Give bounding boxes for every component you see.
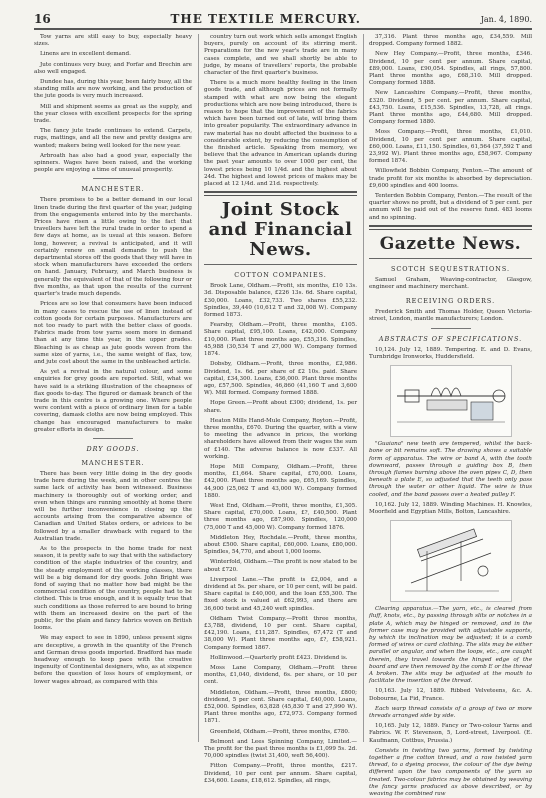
paragraph: Mill and shipment seems as great as the supply, and the year closes with excellent prospects for the spring trade.	[34, 103, 192, 125]
paragraph: Dundee has, during this year, been fairly busy, all the standing mills are now working, and the production of the jute goods is very much increased.	[34, 79, 192, 100]
winding-machine-illustration	[390, 520, 512, 602]
section-divider	[204, 264, 357, 265]
paragraph: There has been very little doing in the dry goods trade here during the week, and in other centres the same lack of activity has been witnessed. Business machinery is thoroughly out of working order, and even when things are running smoothly at home there will be further inconvenience in closing up the accounts arising from the comparative absence of Canadian and United States orders, or advices to be followed by a smaller drawback with regard to the Australian trade.	[34, 470, 192, 542]
tempering-apparatus-illustration	[390, 365, 512, 437]
company-entry: Middleton, Oldham.—Profit, three months, £800; dividend, 5 per cent. Share capital, £40,000. Loans, £52,000. Spindles, 63,828 (45,830 T and 27,990 W). Plant three months ago, £72,973. Company formed 1871.	[204, 689, 357, 725]
company-entry: Belmont and Lees Spinning Company, Limited.—The profit for the past three months is £1,099 5s. 2d. 70,000 spindles (twist 31,400, weft 56,400).	[204, 738, 357, 760]
company-entry: 37,316. Plant three months ago, £34,559. Mill dropped. Company formed 1882.	[369, 34, 532, 48]
section-divider	[93, 178, 133, 179]
company-entry: Tenterden Bobbin Company, Fenton.—The result of the quarter shows no profit, but a dividend of 5 per cent. per annum will be paid out of the reserve fund. 483 looms and no spinning.	[369, 193, 532, 221]
paragraph: As to the prospects in the home trade for next season, it is pretty safe to say that with the satisfactory condition of the staple industries of the country, and the steady employment of the working classes, there will be a big demand for dry goods. John Bright was fond of saying that no matter how bad might be the commercial condition of the country, people had to be clothed. This is true enough, and it is equally true that such conditions as those referred to are bound to bring with them an increased desire on the part of the public, for the plain and fancy fabrics woven on British looms.	[34, 545, 192, 632]
company-entry: Dobsby, Oldham.—Profit, three months, £2,986. Dividend, 1s. 6d. per share of £2 10s. paid. Share capital, £34,300. Loans, £36,000. Plant three months ago, £57,500. Spindles, 46,860 (41,160 T and 3,600 W). Mill formed. Company formed 1888.	[204, 361, 357, 397]
section-divider	[204, 191, 357, 196]
column-divider	[363, 34, 364, 742]
publication-title: THE TEXTILE MERCURY.	[170, 12, 361, 26]
paragraph: We may expect to see in 1890, unless present signs are deceptive, a growth in the quantity of the French and German dress goods imported. Bradford has made headway enough to keep pace with the creative ingenuity of Continental designers, who, as at sixpence before the question of loss hours of employment, or lower wages abroad, as compared with this	[34, 635, 192, 685]
company-entry: Oldham Twist Company.—Profit three months, £3,788, dividend, 10 per cent. Share capital, £42,190. Loans, £11,287. Spindles, 67,472 (T and 38,000 W). Plant three months ago, £?, £58,921. Company formed 1867.	[204, 615, 357, 651]
company-entry: Heaton Mills Hand-Mule Company, Royton.—Profit, three months, £670. During the quarter, with a view to meeting the advance in prices, the working shareholders have allowed from their wages the sum of £140. The adverse balance is now £337. All working.	[204, 417, 357, 460]
company-entry: Greenfield, Oldham.—Profit, three months, £780.	[210, 728, 350, 735]
company-entry: Fearsby, Oldham.—Profit, three months, £105. Share capital, £95,100. Loans, £42,000. Company £10,000. Plant three months ago, £55,316. Spindles, 45,988 (30,534 T and 27,000 W). Company formed 1874.	[204, 322, 357, 358]
section-heading-dry-goods: DRY GOODS.	[86, 444, 140, 453]
winding-diagram	[391, 521, 511, 601]
company-entry: Moss Lane Company, Oldham.—Profit three months, £1,040, dividend, 6s. per share, or 10 per cent.	[204, 665, 357, 686]
company-entry: Moss Company.—Profit, three months, £1,010. Dividend, 10 per cent per annum. Share capital, £60,000. Loans, £11,150. Spindles, 61,564 (37,592 T and 23,992 W). Plant three months ago, £58,967. Company formed 1874.	[369, 129, 532, 165]
company-entry: Fitton Company.—Profit, three months, £217. Dividend, 10 per cent per annum. Share capital, £34,600. Loans, £18,612. Spindles, all rings,	[204, 763, 357, 784]
section-heading-receiving: RECEIVING ORDERS.	[405, 297, 496, 306]
paragraph: country turn out work which sells amongst English buyers, purely on account of its stirring merit. Preparations for the new year's trade are in many cases complete, and we shall shortly be able to judge, by means of travellers' reports, the probable character of the first quarter's business.	[204, 34, 357, 77]
section-divider	[369, 225, 532, 230]
specification-entry: 10,162. July 12, 1889. Winding Machines. H. Knowles, Moorfield and Egyptian Mills, Bolton, Lancashire.	[369, 501, 532, 515]
illustration-caption: Clearing apparatus.—The yarn, etc., is cleared from fluff, knots, etc., by passing through slits or notches in a plate A, which may be hinged or removed, and in the former case may be provided with adjustable supports, by which its inclination may be adjusted; it is a comb formed of wires or card clothing. The slits may be either parallel or angular, and when the loops, etc., are caught therein, they travel towards the hinged edge of the board and are then removed by the comb E or the thread A broken. The slits may be adjusted at the mouth to facilitate the insertion of the thread.	[369, 606, 532, 685]
section-banner-gazette-news: Gazette News.	[379, 233, 522, 254]
column-middle	[204, 34, 357, 784]
company-entry: Liverpool Lane.—The profit is £2,004, and a dividend at 5s. per share, or 10 per cent, will be paid. Share capital is £40,000, and the loan £55,300. The fixed stock is valued at £62,993, and there are 36,600 twist and 45,240 weft spindles.	[204, 576, 357, 612]
specification-entry: 10,163. July 12, 1889. Ribbed Velveteens, &c. A. Dobourne, La Fid, France.	[369, 688, 532, 702]
page-header	[34, 10, 532, 30]
paragraph: Prices are so low that consumers have been induced in many cases to rescue the use of linen instead of cotton goods for certain purposes. Manufacturers are not too ready to part with the better class of goods. Fabrics made from tow yarns seem more in demand than at any time this year, in the upper grades. Bleaching is as cheap as jute goods woven from the same size of yarns, i.e., the same weight of flax, tow, and jute cost about the same in the unbleached article.	[34, 301, 192, 365]
paragraph: As yet a revival in the natural colour, and some enquiries for grey goods are reported. Still, what we have said is a striking illustration of the cheapness of flax goods to-day. The figured or damask branch of the trade in this centre is a growing one. Where people were content with a piece of ordinary linen for a table covering, damask cloths are now being employed. This change has encouraged manufacturers to make greater efforts in design.	[34, 369, 192, 433]
specification-caption: Each warp thread consists of a group of two or more threads arranged side by side.	[369, 705, 532, 719]
gazette-entry: Frederick Smith and Thomas Holder, Queen Victoria-street, London, mantle manufacturers; London.	[369, 309, 532, 323]
section-divider	[369, 258, 532, 259]
specification-entry: 10,124. July 12, 1889. Tempering. E. and D. Evans, Turnbridge Ironworks, Huddersfield.	[369, 346, 532, 360]
paragraph: Tow yarns are still easy to buy, especially heavy sizes.	[34, 34, 192, 48]
company-entry: Hope Green.—Profit about £300; dividend, 1s. per share.	[204, 400, 357, 414]
section-divider	[93, 438, 133, 439]
company-entry: New Lancashire Company.—Profit, three months, £320. Dividend, 5 per cent. per annum. Share capital, £43,750. Loans, £15,536. Spindles, 13,728, all rings. Plant three months ago, £44,680. Mill dropped. Company formed 1880.	[369, 90, 532, 126]
gazette-entry: Samuel Graham, Weaving-contractor, Glasgow, engineer and machinery merchant.	[369, 276, 532, 291]
company-entry: Brook Lane, Oldham.—Profit, six months, £10 13s. 3d. Disposable balance, £226 13s. 6d. Share capital, £30,000. Loans, £32,733. Two shares £55,232. Spindles, 39,440 (10,612 T and 32,008 W). Company formed 1873.	[204, 283, 357, 319]
column-divider	[198, 34, 199, 742]
paragraph: There is a much more healthy feeling in the linen goods trade, and although prices are not formally stamped with what are now being the elegant productions which are now being introduced, there is reason to hope that the improvement of the fabrics which have been turned out of late, will bring them into greater popularity. The extraordinary advance in raw material has no doubt affected the business to a considerable extent, by reducing the consumption of the finished article. Speaking from memory, we believe that the advance in American uplands during the past year amounts to over 1000 per cent, the lowest prices being 10 1/4d. and the highest about 24d. The highest and lowest prices of makes may be placed at 12 1/4d. and 21d. respectively.	[204, 80, 357, 188]
specification-caption: Consists in twisting two yarns, formed by twisting together a fine cotton thread, and a raw twisted yarn thread, to a dyeing process, the colour of the dye being different upon the two components of the yarn so treated. Two-colour fabrics may be obtained by weaving the fancy yarns produced as above described, or by weaving the combined raw	[369, 747, 532, 797]
section-heading-scotch: SCOTCH SEQUESTRATIONS.	[390, 264, 511, 273]
company-entry: Hollinwood.—Quarterly profit £423. Dividend is.	[210, 654, 348, 661]
paragraph: There promises to be a better demand in our local linen trade during the first quarter of the year, judging from the engagements entered into by the merchants. Prices have risen a little owing to the fact that travellers have left the rural trade in order to spend a few days at home, as is usual at this season. Before long, however, a revival is anticipated, and it will certainly renew on small demands to push the departmental stores off the goods that they will have in stock when manufacturers have exceeded the orders on hand. January, February, and March business is generally the equivalent of that of the following four or five months, as that upon the results of the current quarter's trade much depends.	[34, 197, 192, 298]
illustration-caption: "Guaiana" new teeth are tempered, whilst the back-bone or bit remains soft. The drawing shows a suitable form of apparatus. The wire or band A, with the tooth downward, passes through a guiding box B, then through flames burning above the oven pipes C, D, then beneath a plate E, so adjusted that the teeth only pass through the water or other liquid. The wire is thus cooled, and the band passes over a heated pulley F.	[369, 441, 532, 498]
column-left	[34, 34, 192, 742]
column-right	[369, 34, 532, 797]
paragraph: Linens are in excellent demand.	[40, 51, 131, 58]
section-heading-manchester: MANCHESTER.	[81, 185, 145, 194]
company-entry: Middleton Hey, Rochdale.—Profit, three months, about £500. Share capital, £60,000. Loans, £80,000. Spindles, 54,770, and about 1,000 looms.	[204, 534, 357, 556]
section-banner-joint-stock: Joint Stock and Financial News.	[208, 199, 353, 261]
issue-date: Jan. 4, 1890.	[480, 14, 532, 24]
paragraph: The fancy jute trade continues to extend. Carpets, rugs, mattings, and all the new and pretty designs are wanted; makers being well looked for the new year.	[34, 128, 192, 149]
company-entry: Winterfold, Oldham.—The profit is now stated to be about £720.	[204, 559, 357, 573]
subsection-heading: MANCHESTER.	[81, 458, 145, 467]
tempering-diagram	[391, 366, 511, 436]
section-heading-cotton-companies: COTTON COMPANIES.	[234, 271, 327, 280]
company-entry: Hope Mill Company, Oldham.—Profit, three months, £1,664. Share capital, £70,000. Loans, £42,000. Plant three months ago, £65,169. Spindles, 44,900 (25,062 T and 43,000 W). Company formed 1880.	[204, 463, 357, 499]
paragraph: Jute continues very busy, and Forfar and Brechin are also well engaged.	[34, 61, 192, 75]
company-entry: West End, Oldham.—Profit, three months, £1,305. Share capital, £70,000. Loans, £?, £40,500. Plant three months ago, £87,900. Spindles, 120,000 (75,000 T and 45,000 W). Company formed 1876.	[204, 502, 357, 531]
section-heading-abstracts: ABSTRACTS OF SPECIFICATIONS.	[378, 334, 523, 343]
paragraph: Arbroath has also had a good year, especially the spinners. Wages have been raised, and the working people are enjoying a time of unusual prosperity.	[34, 152, 192, 174]
section-divider	[431, 328, 471, 329]
specification-entry: 10,165. July 12, 1889. Fancy or Two-colour Yarns and Fabrics. W. F. Stevenson, 5, Lord-street, Liverpool. (E. Kaufmann, Cottbus, Prussia.)	[369, 723, 532, 744]
company-entry: New Hey Company.—Profit, three months, £346. Dividend, 10 per cent per annum. Share capital, £89,000. Loans, £90,054. Spindles, all rings, 57,800. Plant three months ago, £68,310. Mill dropped. Company formed 1888.	[369, 51, 532, 87]
page-number: 16	[34, 12, 51, 26]
company-entry: Willowfield Bobbin Company, Fenton.—The amount of trade profit for six months is absorbed by depreciation. £9,600 spindles and 400 looms.	[369, 168, 532, 189]
